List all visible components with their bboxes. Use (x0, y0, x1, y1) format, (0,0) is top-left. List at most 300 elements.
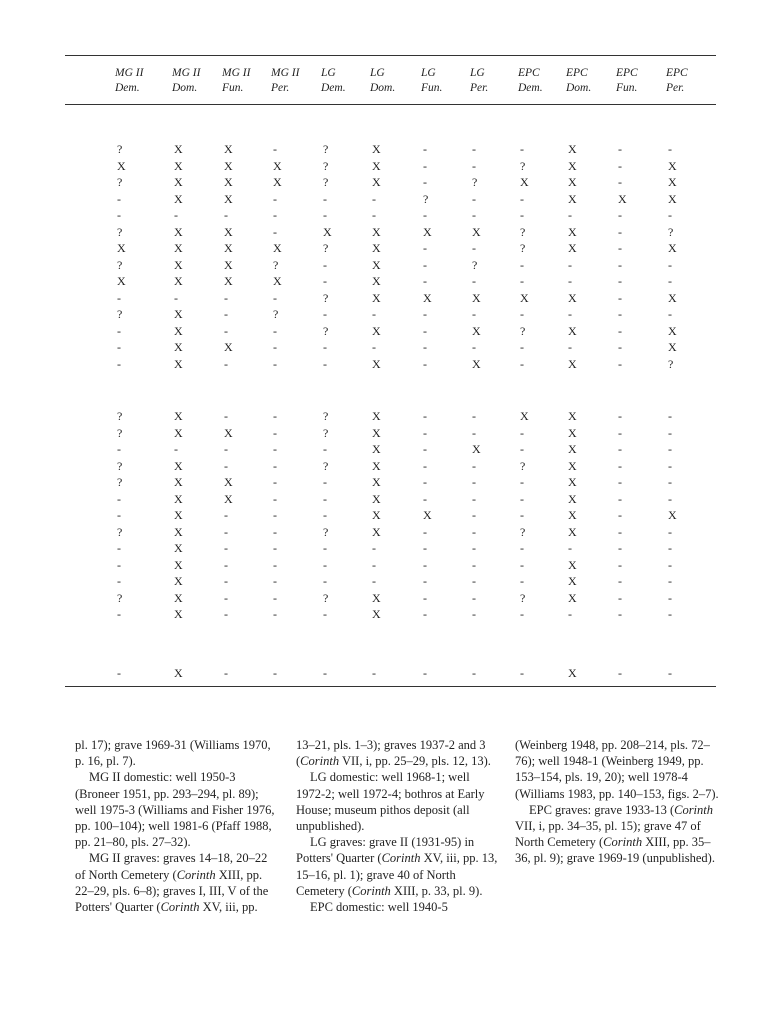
table-cell: - (472, 524, 476, 539)
table-cell: X (174, 175, 183, 189)
table-cell: - (520, 607, 524, 621)
table-cell: X (372, 158, 381, 173)
table-cell: - (423, 607, 427, 621)
table-cell: - (273, 475, 277, 489)
table-cell: - (423, 158, 427, 173)
table-cell: ? (423, 191, 429, 206)
table-cell: - (668, 557, 672, 572)
table-cell: ? (520, 224, 526, 239)
table-cell: X (224, 224, 233, 239)
table-cell: X (668, 340, 677, 354)
table-cell: X (472, 224, 481, 239)
table-cell: X (668, 175, 677, 189)
table-cell: X (372, 508, 381, 522)
table-cell: - (224, 290, 228, 305)
table-cell: - (224, 590, 228, 605)
table-cell: ? (323, 290, 329, 305)
table-cell: - (423, 340, 427, 354)
table-cell: - (472, 458, 476, 473)
table-row (0, 590, 770, 606)
column-header (421, 66, 442, 96)
table-row (0, 290, 770, 306)
table-cell: X (174, 524, 183, 539)
table-cell: X (273, 274, 282, 288)
table-cell: - (117, 574, 121, 588)
note-text: 13–21, pls. 1–3); graves 1937-2 and 3 ( (296, 738, 486, 769)
table-cell: - (372, 340, 376, 354)
table-cell: - (273, 191, 277, 206)
table-cell: - (472, 274, 476, 288)
table-cell: - (668, 307, 672, 321)
table-row (0, 458, 770, 474)
table-cell: - (323, 557, 327, 572)
table-cell: - (618, 257, 622, 272)
table-cell: ? (117, 475, 123, 489)
column-header-period: MG II (271, 67, 300, 79)
note-text: XV, iii, pp. (199, 900, 258, 915)
table-cell: - (668, 607, 672, 621)
table-cell: - (423, 574, 427, 588)
table-cell: ? (117, 307, 123, 321)
table-cell: - (472, 557, 476, 572)
table-row (0, 557, 770, 573)
table-cell: X (174, 541, 183, 555)
table-row (0, 224, 770, 240)
table-cell: - (117, 491, 121, 506)
table-top-rule (65, 55, 716, 56)
note-italic-title: Corinth (300, 754, 340, 769)
table-cell: X (372, 524, 381, 539)
table-cell: - (117, 323, 121, 338)
table-cell: X (568, 142, 577, 156)
table-cell: X (568, 491, 577, 506)
table-cell: X (372, 491, 381, 506)
table-cell: X (224, 241, 233, 255)
table-cell: - (668, 208, 672, 222)
table-cell: - (668, 590, 672, 605)
note-text: MG II graves: graves 14–18, 20–22 of North Cemetery ( (75, 851, 268, 882)
table-cell: - (273, 491, 277, 506)
table-cell: - (472, 590, 476, 605)
note-text: XIII, p. 33, pl. 9). (390, 883, 483, 898)
table-cell: - (323, 442, 327, 456)
notes-column-2 (296, 737, 501, 915)
table-cell: X (568, 508, 577, 522)
note-text: XIII, pp. 35–36, pl. 9); grave 1969-19 (unpublished). (515, 835, 715, 866)
note-text: LG domestic: well 1968-1; well 1972-2; well 1972-4; bothros at Early House; museum pithos deposit (all unpublished). (296, 770, 485, 834)
table-cell: - (372, 208, 376, 222)
table-cell: - (273, 442, 277, 456)
table-cell: - (472, 340, 476, 354)
note-italic-title: Corinth (381, 851, 421, 866)
table-cell: - (323, 475, 327, 489)
table-header-row (0, 66, 770, 102)
column-header (666, 66, 688, 96)
table-row (0, 540, 770, 556)
note-paragraph (515, 737, 725, 802)
table-cell: - (224, 524, 228, 539)
note-italic-title: Corinth (674, 802, 714, 817)
table-cell: X (224, 257, 233, 272)
table-cell: X (372, 425, 381, 440)
table-cell: X (372, 241, 381, 255)
table-cell: - (273, 224, 277, 239)
table-cell: X (472, 356, 481, 371)
table-cell: - (668, 524, 672, 539)
table-cell: - (618, 458, 622, 473)
table-cell: ? (323, 175, 329, 189)
table-cell: - (618, 508, 622, 522)
table-cell: X (174, 340, 183, 354)
table-cell: X (174, 307, 183, 321)
table-cell: X (174, 574, 183, 588)
table-cell: - (520, 307, 524, 321)
table-cell: X (372, 175, 381, 189)
column-header-context: Per. (470, 82, 489, 94)
table-row (0, 491, 770, 507)
table-cell: - (520, 340, 524, 354)
table-cell: - (618, 442, 622, 456)
table-cell: ? (117, 458, 123, 473)
column-header-context: Dem. (115, 82, 140, 94)
table-cell: - (273, 409, 277, 423)
column-header-context: Per. (666, 82, 685, 94)
table-cell: - (224, 356, 228, 371)
table-row (0, 240, 770, 256)
table-cell: - (520, 356, 524, 371)
table-cell: - (618, 356, 622, 371)
table-cell: - (568, 257, 572, 272)
table-cell: - (372, 574, 376, 588)
table-cell: - (472, 574, 476, 588)
table-cell: - (423, 208, 427, 222)
table-cell: - (423, 175, 427, 189)
table-cell: X (568, 356, 577, 371)
table-cell: X (568, 524, 577, 539)
table-cell: X (668, 323, 677, 338)
table-cell: - (472, 191, 476, 206)
note-paragraph (75, 737, 275, 769)
table-cell: X (668, 290, 677, 305)
table-cell: - (668, 475, 672, 489)
table-cell: X (224, 274, 233, 288)
table-cell: X (568, 290, 577, 305)
table-cell: - (273, 208, 277, 222)
table-cell: X (174, 142, 183, 156)
table-cell: - (520, 557, 524, 572)
table-cell: X (117, 158, 126, 173)
table-cell: - (618, 409, 622, 423)
table-row (0, 507, 770, 523)
table-cell: X (174, 425, 183, 440)
table-cell: X (372, 142, 381, 156)
table-cell: - (668, 541, 672, 555)
table-cell: ? (323, 241, 329, 255)
table-row (0, 141, 770, 157)
table-cell: - (618, 208, 622, 222)
table-cell: ? (323, 590, 329, 605)
table-cell: ? (472, 257, 478, 272)
table-cell: X (520, 290, 529, 305)
column-header (518, 66, 543, 96)
table-cell: - (423, 491, 427, 506)
note-italic-title: Corinth (351, 883, 391, 898)
column-header-context: Dem. (518, 82, 543, 94)
table-cell: X (520, 175, 529, 189)
table-cell: - (423, 356, 427, 371)
note-paragraph (296, 769, 501, 834)
table-cell: X (174, 607, 183, 621)
table-cell: - (224, 409, 228, 423)
table-cell: ? (117, 142, 123, 156)
table-cell: X (568, 224, 577, 239)
table-cell: - (618, 475, 622, 489)
note-italic-title: Corinth (176, 867, 216, 882)
column-header-context: Fun. (616, 82, 638, 94)
table-cell: - (668, 442, 672, 456)
table-row (0, 474, 770, 490)
column-header-period: LG (470, 67, 485, 79)
table-cell: - (618, 274, 622, 288)
table-cell: ? (117, 224, 123, 239)
table-cell: - (520, 541, 524, 555)
table-cell: X (372, 257, 381, 272)
table-row (0, 665, 770, 681)
column-header-context: Per. (271, 82, 290, 94)
table-cell: X (668, 508, 677, 522)
table-cell: - (174, 208, 178, 222)
table-cell: - (117, 557, 121, 572)
table-cell: - (117, 508, 121, 522)
table-cell: ? (117, 175, 123, 189)
table-cell: X (224, 425, 233, 440)
table-cell: X (423, 290, 432, 305)
note-text: EPC graves: grave 1933-13 ( (529, 802, 675, 817)
column-header (370, 66, 395, 96)
note-text: MG II domestic: well 1950-3 (Broneer 1951, pp. 293–294, pl. 89); well 1975-3 (Williams and Fisher 1976, pp. 100–104); well 1981-6 (Pfaff 1988, pp. 21–80, pls. 27–32). (75, 770, 275, 850)
table-row (0, 257, 770, 273)
table-cell: - (472, 541, 476, 555)
table-cell: X (372, 290, 381, 305)
table-cell: X (273, 158, 282, 173)
table-cell: X (224, 142, 233, 156)
table-cell: X (568, 590, 577, 605)
table-cell: - (423, 666, 427, 680)
table-cell: - (323, 491, 327, 506)
footnotes (0, 737, 770, 915)
table-cell: - (117, 340, 121, 354)
table-cell: - (117, 290, 121, 305)
table-cell: X (174, 158, 183, 173)
column-header (566, 66, 591, 96)
table-cell: - (520, 208, 524, 222)
column-header-period: EPC (666, 67, 688, 79)
table-cell: - (273, 458, 277, 473)
table-cell: - (472, 491, 476, 506)
table-cell: X (568, 458, 577, 473)
table-cell: X (372, 224, 381, 239)
table-cell: - (323, 257, 327, 272)
column-header-period: MG II (172, 67, 201, 79)
table-cell: - (224, 307, 228, 321)
table-cell: - (668, 666, 672, 680)
table-cell: - (273, 508, 277, 522)
table-cell: ? (117, 425, 123, 440)
table-cell: - (618, 158, 622, 173)
table-cell: X (568, 158, 577, 173)
table-cell: - (323, 574, 327, 588)
table-cell: - (568, 208, 572, 222)
table-cell: - (423, 307, 427, 321)
table-cell: - (224, 458, 228, 473)
note-text: VII, i, pp. 34–35, pl. 15); grave 47 of North Cemetery ( (515, 819, 701, 850)
table-cell: - (273, 323, 277, 338)
table-cell: X (117, 241, 126, 255)
table-row (0, 323, 770, 339)
table-row (0, 573, 770, 589)
table-cell: - (323, 508, 327, 522)
table-cell: X (174, 323, 183, 338)
table-cell: X (423, 224, 432, 239)
table-cell: - (423, 475, 427, 489)
table-header-rule (65, 104, 716, 105)
table-cell: - (472, 508, 476, 522)
table-cell: - (117, 191, 121, 206)
table-cell: ? (117, 590, 123, 605)
table-cell: - (323, 274, 327, 288)
column-header-context: Fun. (421, 82, 443, 94)
table-cell: - (520, 274, 524, 288)
table-cell: X (568, 175, 577, 189)
table-cell: - (472, 425, 476, 440)
table-cell: - (273, 541, 277, 555)
table-cell: X (372, 475, 381, 489)
table-cell: - (117, 666, 121, 680)
table-cell: - (472, 208, 476, 222)
table-cell: - (273, 574, 277, 588)
table-cell: X (273, 241, 282, 255)
table-cell: ? (273, 307, 279, 321)
table-cell: - (224, 508, 228, 522)
note-paragraph (296, 899, 501, 915)
table-cell: - (323, 666, 327, 680)
table-cell: - (618, 541, 622, 555)
table-cell: - (520, 508, 524, 522)
table-cell: X (568, 666, 577, 680)
table-cell: X (117, 274, 126, 288)
table-cell: X (668, 158, 677, 173)
table-cell: X (224, 158, 233, 173)
table-cell: - (668, 257, 672, 272)
table-bottom-rule (65, 686, 716, 687)
table-cell: ? (520, 323, 526, 338)
note-italic-title: Corinth (160, 900, 200, 915)
table-cell: - (273, 557, 277, 572)
table-cell: - (117, 607, 121, 621)
table-cell: - (520, 191, 524, 206)
table-cell: - (372, 191, 376, 206)
table-cell: - (423, 541, 427, 555)
table-cell: - (618, 340, 622, 354)
table-cell: - (472, 158, 476, 173)
table-cell: - (668, 274, 672, 288)
table-cell: - (323, 340, 327, 354)
note-text: EPC domestic: well 1940-5 (310, 900, 448, 915)
table-cell: - (224, 323, 228, 338)
table-cell: ? (273, 257, 279, 272)
table-cell: - (618, 241, 622, 255)
table-cell: - (372, 541, 376, 555)
table-cell: - (520, 666, 524, 680)
column-header-context: Fun. (222, 82, 244, 94)
column-header-period: MG II (222, 67, 251, 79)
note-paragraph (75, 769, 275, 850)
table-cell: X (372, 442, 381, 456)
column-header (616, 66, 638, 96)
table-cell: X (372, 458, 381, 473)
table-cell: - (224, 208, 228, 222)
table-cell: X (224, 191, 233, 206)
column-header-period: EPC (518, 67, 540, 79)
table-cell: - (224, 666, 228, 680)
table-cell: ? (323, 323, 329, 338)
table-cell: - (423, 458, 427, 473)
table-cell: X (668, 191, 677, 206)
table-cell: - (423, 409, 427, 423)
table-cell: X (174, 409, 183, 423)
table-row (0, 339, 770, 355)
table-cell: - (273, 340, 277, 354)
table-cell: - (668, 458, 672, 473)
column-header-period: EPC (566, 67, 588, 79)
note-italic-title: Corinth (603, 835, 643, 850)
table-cell: - (618, 607, 622, 621)
table-cell: - (472, 475, 476, 489)
table-cell: X (174, 491, 183, 506)
table-cell: - (618, 290, 622, 305)
table-cell: - (618, 224, 622, 239)
table-cell: - (668, 142, 672, 156)
table-cell: - (273, 142, 277, 156)
table-cell: - (618, 142, 622, 156)
note-paragraph (296, 737, 501, 769)
table-cell: ? (520, 458, 526, 473)
table-cell: - (520, 425, 524, 440)
table-cell: ? (323, 458, 329, 473)
table-cell: ? (668, 356, 674, 371)
column-header-period: LG (321, 67, 336, 79)
table-cell: X (174, 590, 183, 605)
table-cell: X (174, 475, 183, 489)
table-cell: ? (668, 224, 674, 239)
table-cell: X (174, 257, 183, 272)
table-cell: - (472, 409, 476, 423)
table-row (0, 606, 770, 622)
table-cell: - (224, 574, 228, 588)
table-cell: X (568, 425, 577, 440)
table-cell: X (472, 442, 481, 456)
note-text: pl. 17); grave 1969-31 (Williams 1970, p. 16, pl. 7). (75, 738, 271, 769)
table-cell: ? (520, 158, 526, 173)
table-cell: X (618, 191, 627, 206)
table-cell: ? (520, 590, 526, 605)
table-cell: - (520, 475, 524, 489)
table-cell: - (472, 142, 476, 156)
table-cell: ? (520, 524, 526, 539)
table-cell: X (520, 409, 529, 423)
table-cell: X (174, 508, 183, 522)
table-row (0, 191, 770, 207)
